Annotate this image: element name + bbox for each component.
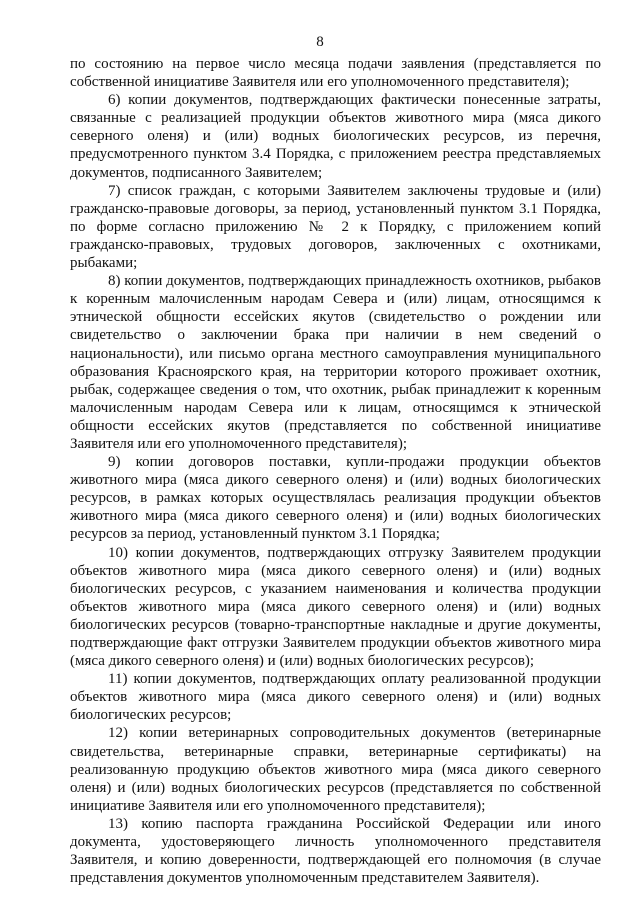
paragraph-item-9: 9) копии договоров поставки, купли-продажи продукции объектов животного мира (мяса дикого северного оленя) и (или) водных биологических ресурсов, в рамках которых осуществлялась реализация продукции объектов животного мира (мяса дикого северного оленя) и (или) водных биологических ресурсов за период, установленный пунктом 3.1 Порядка; [70, 454, 601, 543]
paragraph-item-7: 7) список граждан, с которыми Заявителем заключены трудовые и (или) гражданско-правовые договоры, за период, установленный пунктом 3.1 Порядка, по форме согласно приложению № 2 к Порядку, с приложением копий гражданско-правовых, трудовых договоров, заключенных с охотниками, рыбаками; [70, 182, 601, 272]
paragraph-item-8: 8) копии документов, подтверждающих принадлежность охотников, рыбаков к коренным малочисленным народам Севера и (или) лицам, относящимся к этнической общности ессейских якутов (свидетельство о рождении или свидетельство о заключении брака при наличии в нем сведений о национальности), или письмо органа местного самоуправления муниципального образования Красноярского края, на территории которого проживает охотник, рыбак, содержащее сведения о том, что охотник, рыбак принадлежит к коренным малочисленным народам Севера или к лицам, относящимся к этнической общности ессейских якутов (представляется по собственной инициативе Заявителя или его уполномоченного представителя); [70, 273, 601, 452]
paragraph-item-10: 10) копии документов, подтверждающих отгрузку Заявителем продукции объектов животного мира (мяса дикого северного оленя) и (или) водных биологических ресурсов, с указанием наименования и количества продукции объектов животного мира (мяса дикого северного оленя) и (или) водных биологических ресурсов (товарно-транспортные накладные и другие документы, подтверждающие факт отгрузки Заявителем продукции объектов животного мира (мяса дикого северного оленя) и (или) водных биологических ресурсов); [70, 544, 601, 670]
page-number: 8 [316, 34, 324, 50]
paragraph-item-13: 13) копию паспорта гражданина Российской Федерации или иного документа, удостоверяющего личность уполномоченного представителя Заявителя, и копию доверенности, подтверждающей его полномочия (в случае представления документов уполномоченным представителем Заявителя). [70, 815, 601, 887]
paragraph-item-11: 11) копии документов, подтверждающих оплату реализованной продукции объектов животного мира (мяса дикого северного оленя) и (или) водных биологических ресурсов; [70, 671, 601, 724]
paragraph-continuation: по состоянию на первое число месяца подачи заявления (представляется по собственной инициативе Заявителя или его уполномоченного представителя); [70, 56, 601, 91]
paragraph-item-12: 12) копии ветеринарных сопроводительных документов (ветеринарные свидетельства, ветеринарные справки, ветеринарные сертификаты) на реализованную продукцию объектов животного мира (мяса дикого северного оленя) и (или) водных биологических ресурсов (представляется по собственной инициативе Заявителя или его уполномоченного представителя); [70, 725, 601, 814]
document-body [70, 55, 601, 887]
paragraph-item-6: 6) копии документов, подтверждающих фактически понесенные затраты, связанные с реализацией продукции объектов животного мира (мяса дикого северного оленя) и (или) водных биологических ресурсов, из перечня, предусмотренного пунктом 3.4 Порядка, с приложением реестра представляемых документов, подписанного Заявителем; [70, 92, 601, 181]
